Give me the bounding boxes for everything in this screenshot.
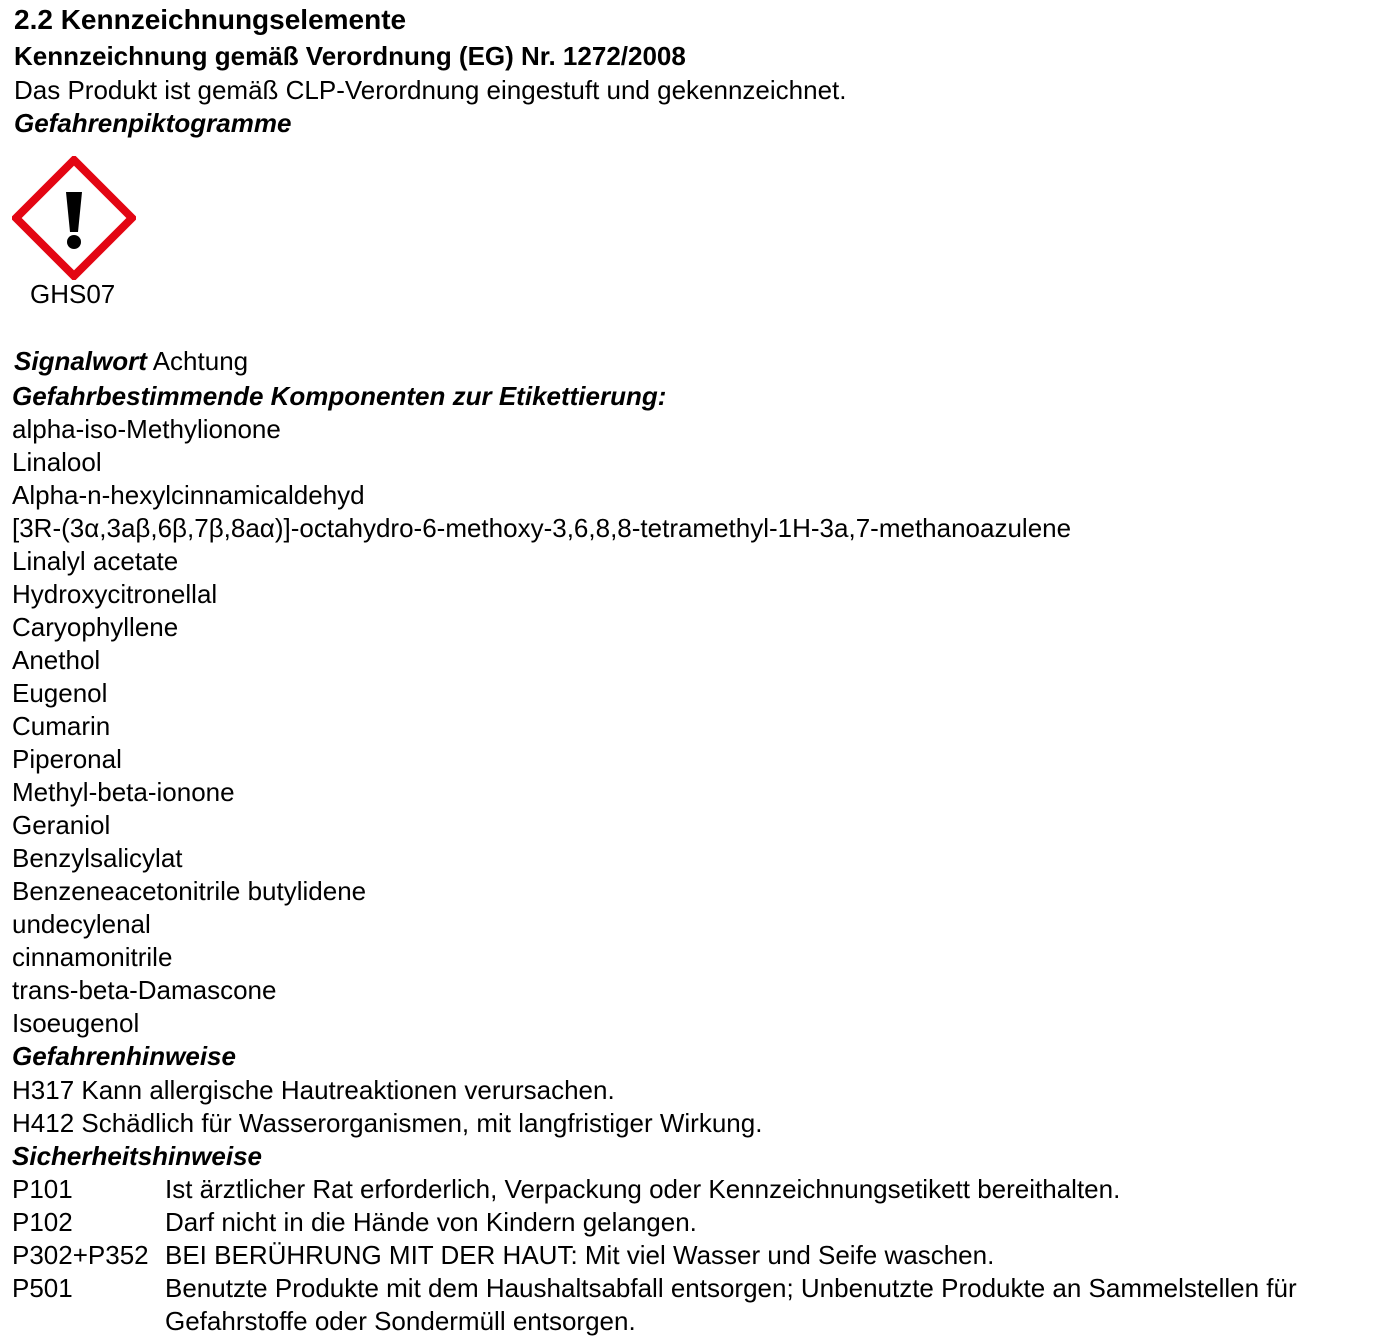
list-item: Benzeneacetonitrile butylidene (12, 876, 367, 906)
list-item: Alpha-n-hexylcinnamicaldehyd (12, 480, 365, 510)
hazards-heading: Gefahrenhinweise (12, 1041, 236, 1071)
precaution-code: P102 (12, 1207, 73, 1237)
precaution-text: BEI BERÜHRUNG MIT DER HAUT: Mit viel Wasser und Seife waschen. (165, 1240, 995, 1270)
list-item: Cumarin (12, 711, 111, 741)
precaution-text: Darf nicht in die Hände von Kindern gelangen. (165, 1207, 697, 1237)
precaution-row (12, 1272, 1372, 1338)
list-item: undecylenal (12, 909, 151, 939)
list-item: Eugenol (12, 678, 108, 708)
components-list (12, 413, 1071, 1040)
precaution-code: P501 (12, 1273, 73, 1303)
list-item: Linalool (12, 447, 102, 477)
hazard-statement: H412 Schädlich für Wasserorganismen, mit langfristiger Wirkung. (12, 1108, 763, 1138)
signal-word-line (14, 345, 248, 378)
precaution-code: P101 (12, 1174, 73, 1204)
list-item: Isoeugenol (12, 1008, 140, 1038)
hazard-statement: H317 Kann allergische Hautreaktionen verursachen. (12, 1075, 615, 1105)
list-item: Linalyl acetate (12, 546, 179, 576)
list-item: Hydroxycitronellal (12, 579, 218, 609)
signal-word-label: Signalwort (14, 346, 147, 376)
regulation-subtitle: Kennzeichnung gemäß Verordnung (EG) Nr. 1272/2008 (14, 41, 686, 71)
components-heading: Gefahrbestimmende Komponenten zur Etikettierung: (12, 381, 667, 411)
ghs-code-label: GHS07 (30, 279, 116, 309)
intro-text: Das Produkt ist gemäß CLP-Verordnung eingestuft und gekennzeichnet. (14, 75, 847, 105)
list-item: cinnamonitrile (12, 942, 173, 972)
exclamation-mark-diamond-icon (12, 156, 136, 280)
section-title: 2.2 Kennzeichnungselemente (14, 4, 407, 35)
signal-word-value: Achtung (152, 346, 249, 376)
list-item: Piperonal (12, 744, 122, 774)
precautions-heading: Sicherheitshinweise (12, 1141, 262, 1171)
precaution-text: Benutzte Produkte mit dem Haushaltsabfall entsorgen; Unbenutzte Produkte an Sammelstellen für Gefahrstoffe oder Sondermüll entsorgen. (165, 1273, 1297, 1336)
precautionary-statements-list (12, 1173, 1372, 1338)
list-item: alpha-iso-Methylionone (12, 414, 281, 444)
precaution-row (12, 1173, 1372, 1206)
precaution-row (12, 1239, 1372, 1272)
precaution-row (12, 1206, 1372, 1239)
hazard-statements-list (12, 1074, 762, 1140)
pictograms-heading: Gefahrenpiktogramme (14, 108, 292, 138)
list-item: Methyl-beta-ionone (12, 777, 235, 807)
list-item: [3R-(3α,3aβ,6β,7β,8aα)]-octahydro-6-methoxy-3,6,8,8-tetramethyl-1H-3a,7-methanoazulene (12, 513, 1072, 543)
list-item: Geraniol (12, 810, 111, 840)
list-item: trans-beta-Damascone (12, 975, 277, 1005)
list-item: Caryophyllene (12, 612, 179, 642)
precaution-code: P302+P352 (12, 1240, 149, 1270)
list-item: Benzylsalicylat (12, 843, 183, 873)
list-item: Anethol (12, 645, 101, 675)
precaution-text: Ist ärztlicher Rat erforderlich, Verpackung oder Kennzeichnungsetikett bereithalten. (165, 1174, 1121, 1204)
